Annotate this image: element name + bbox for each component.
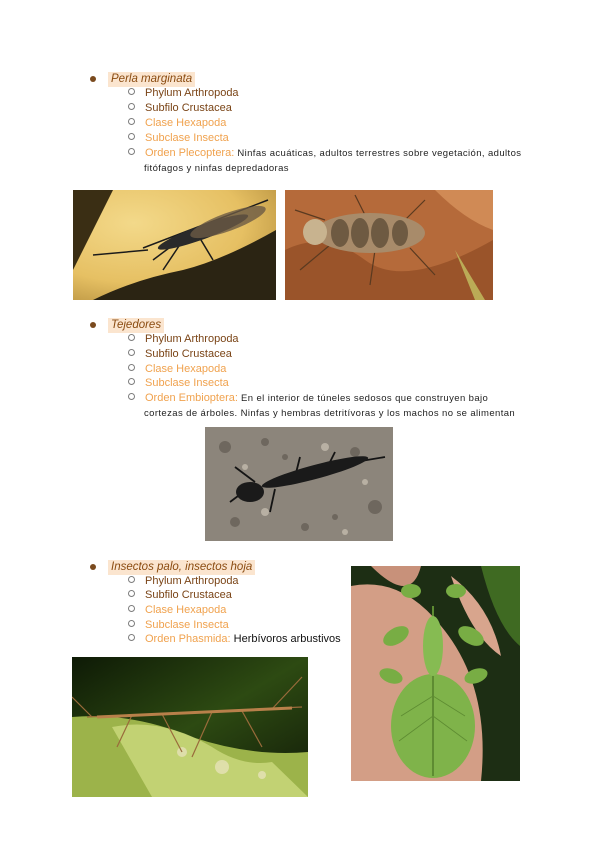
circle-bullet-icon (128, 620, 135, 627)
circle-bullet-icon (128, 103, 135, 110)
section-2-orden: Orden Embioptera: En el interior de túneles sedosos que construyen bajo (128, 391, 488, 406)
section-1-subclase: Subclase Insecta (128, 131, 229, 146)
stonefly-nymph-photo (285, 190, 493, 300)
section-2-orden-desc-cont: cortezas de árboles. Ninfas y hembras detritívoras y los machos no se alimentan (144, 408, 516, 419)
circle-bullet-icon (128, 364, 135, 371)
section-1-subphylum: Subfilo Crustacea (128, 101, 232, 116)
section-1-bullet (90, 71, 195, 87)
section-3-subphylum: Subfilo Crustacea (128, 588, 232, 603)
section-3-title: Insectos palo, insectos hoja (108, 560, 255, 575)
bullet-icon (90, 564, 96, 570)
circle-bullet-icon (128, 148, 135, 155)
section-2-subphylum: Subfilo Crustacea (128, 347, 232, 362)
section-1-orden: Orden Plecoptera: Ninfas acuáticas, adultos terrestres sobre vegetación, adultos (128, 146, 521, 161)
section-1-title: Perla marginata (108, 72, 195, 87)
section-2-bullet (90, 317, 164, 333)
section-2-clase: Clase Hexapoda (128, 362, 226, 377)
section-2-title: Tejedores (108, 318, 164, 333)
section-3-orden: Orden Phasmida: Herbívoros arbustivos (128, 632, 341, 647)
circle-bullet-icon (128, 393, 135, 400)
section-1-clase: Clase Hexapoda (128, 116, 226, 131)
circle-bullet-icon (128, 576, 135, 583)
section-2-subclase: Subclase Insecta (128, 376, 229, 391)
leaf-insect-photo (351, 566, 520, 781)
section-1-orden-desc-cont: fitófagos y ninfas depredadoras (144, 163, 289, 174)
bullet-icon (90, 322, 96, 328)
circle-bullet-icon (128, 605, 135, 612)
section-3-phylum: Phylum Arthropoda (128, 574, 239, 589)
circle-bullet-icon (128, 133, 135, 140)
bullet-icon (90, 76, 96, 82)
circle-bullet-icon (128, 590, 135, 597)
circle-bullet-icon (128, 378, 135, 385)
webspinner-photo (205, 427, 393, 541)
circle-bullet-icon (128, 334, 135, 341)
section-2-phylum: Phylum Arthropoda (128, 332, 239, 347)
circle-bullet-icon (128, 118, 135, 125)
section-3-subclase: Subclase Insecta (128, 618, 229, 633)
circle-bullet-icon (128, 349, 135, 356)
section-3-bullet (90, 559, 255, 575)
circle-bullet-icon (128, 634, 135, 641)
section-1-phylum: Phylum Arthropoda (128, 86, 239, 101)
stick-insect-photo (72, 657, 308, 797)
circle-bullet-icon (128, 88, 135, 95)
section-3-clase: Clase Hexapoda (128, 603, 226, 618)
adult-stonefly-photo (73, 190, 276, 300)
